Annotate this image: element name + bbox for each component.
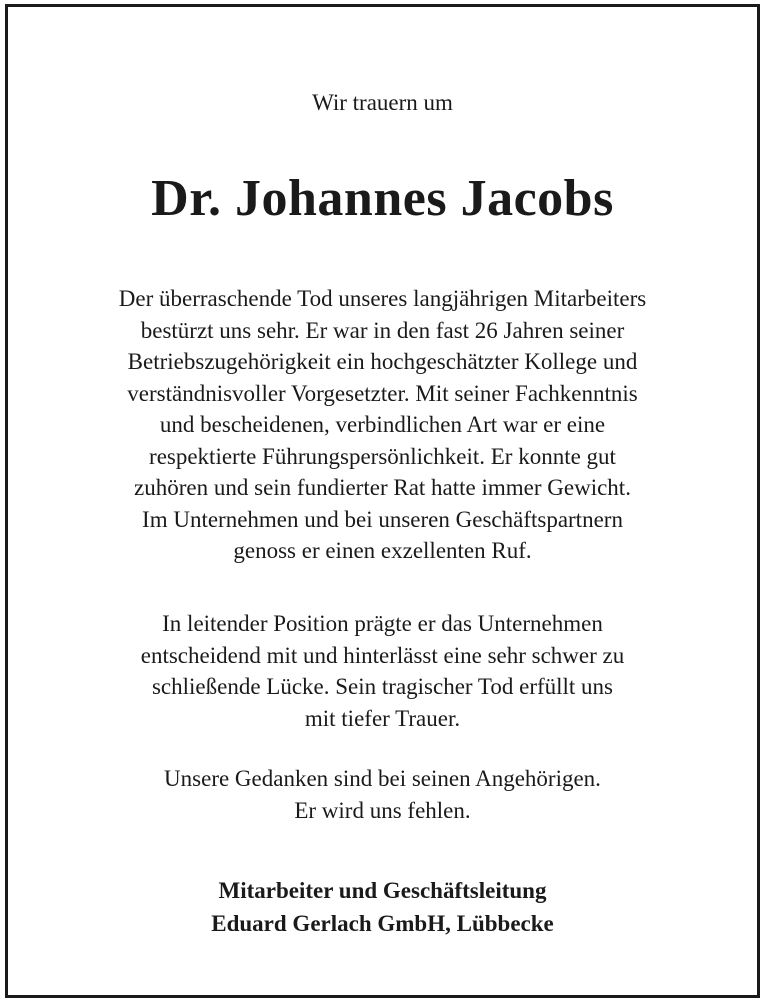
signature-line: Eduard Gerlach GmbH, Lübbecke <box>211 911 554 936</box>
paragraph-line: zuhören und sein fundierter Rat hatte immer Gewicht. <box>134 475 631 500</box>
paragraph-line: Er wird uns fehlen. <box>294 797 471 823</box>
intro-line: Wir trauern um <box>312 90 453 115</box>
paragraph-line: In leitender Position prägte er das Unternehmen <box>162 611 603 636</box>
paragraph-tribute <box>8 283 757 567</box>
paragraph-line: genoss er einen exzellenten Ruf. <box>233 538 532 563</box>
paragraph-line: respektierte Führungspersönlichkeit. Er konnte gut <box>149 443 616 469</box>
paragraph-line: Im Unternehmen und bei unseren Geschäftspartnern <box>142 506 623 532</box>
paragraph-line: mit tiefer Trauer. <box>304 705 461 731</box>
notice-border-frame <box>5 4 760 998</box>
paragraph-line: entscheidend mit und hinterlässt eine sehr schwer zu <box>140 642 625 668</box>
deceased-name: Dr. Johannes Jacobs <box>151 170 614 227</box>
signature-block <box>8 874 757 940</box>
paragraph-line: und bescheidenen, verbindlichen Art war er eine <box>159 412 606 437</box>
paragraph-closing <box>8 763 757 826</box>
signature-line: Mitarbeiter und Geschäftsleitung <box>218 878 547 903</box>
paragraph-line: Unsere Gedanken sind bei seinen Angehörigen. <box>164 766 601 791</box>
paragraph-position <box>8 608 757 734</box>
paragraph-line: verständnisvoller Vorgesetzter. Mit seiner Fachkenntnis <box>127 380 638 406</box>
paragraph-line: schließende Lücke. Sein tragischer Tod erfüllt uns <box>151 674 614 699</box>
paragraph-line: Betriebszugehörigkeit ein hochgeschätzter Kollege und <box>127 349 638 374</box>
paragraph-line: Der überraschende Tod unseres langjährigen Mitarbeiters <box>118 286 647 311</box>
paragraph-line: bestürzt uns sehr. Er war in den fast 26 Jahren seiner <box>140 317 625 343</box>
